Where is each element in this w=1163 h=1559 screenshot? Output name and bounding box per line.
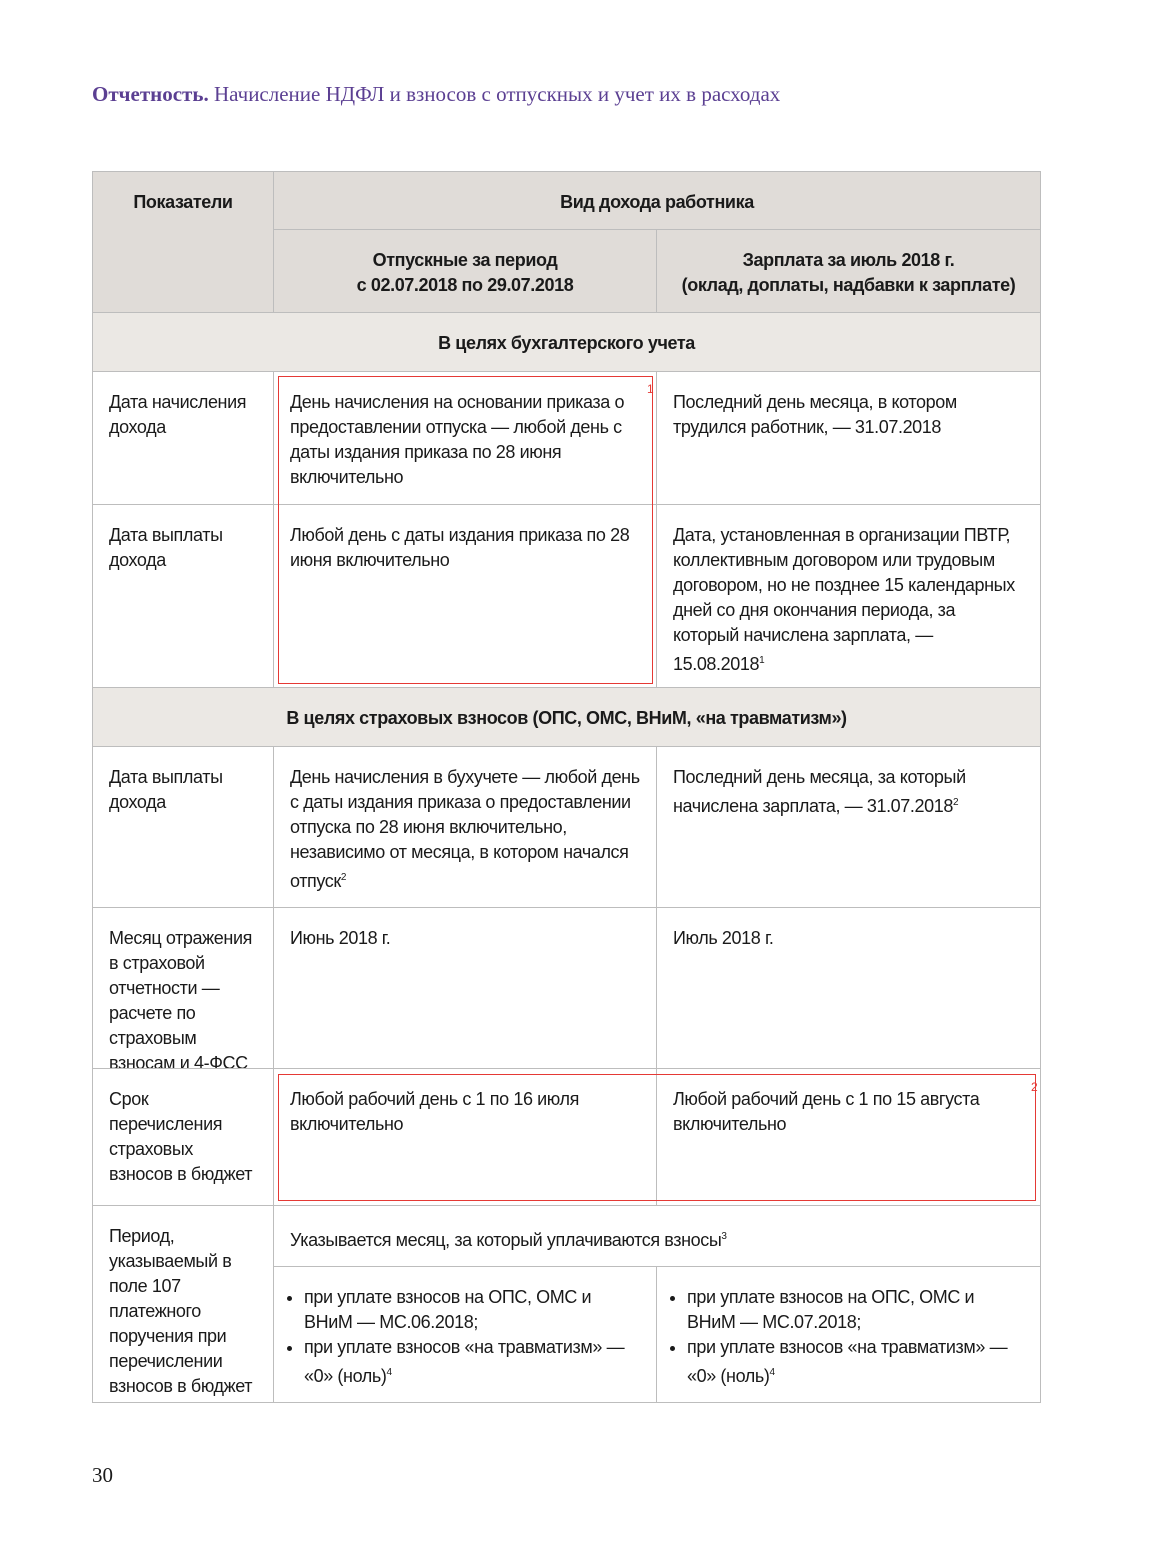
cell-text: Последний день месяца, за который начислена зарплата, — 31.07.2018 xyxy=(673,767,966,816)
item-text: при уплате взносов на ОПС, ОМС и ВНиМ — МС.07.2018; xyxy=(687,1287,975,1332)
row-label: Месяц отражения в страховой отчетности — расчете по страховым взносам и 4-ФСС xyxy=(92,907,274,1069)
header-vacation-line: Отпускные за период xyxy=(372,250,558,270)
annotation-box-1 xyxy=(278,376,653,684)
row-vacation xyxy=(273,1266,657,1403)
row-salary xyxy=(656,746,1041,908)
header-title: Начисление НДФЛ и взносов с отпускных и учет их в расходах xyxy=(213,82,781,106)
row-salary: Последний день месяца, в котором трудился работник, — 31.07.2018 xyxy=(656,371,1041,505)
footnote-ref: 4 xyxy=(769,1367,775,1378)
row-vacation: Июнь 2018 г. xyxy=(273,907,657,1069)
list-item xyxy=(304,1285,640,1335)
annotation-box-2 xyxy=(278,1074,1036,1201)
row-label: Срок перечисления страховых взносов в бюджет xyxy=(92,1068,274,1206)
list-item xyxy=(687,1335,1024,1389)
annotation-label-1: 1 xyxy=(647,382,654,396)
item-text: при уплате взносов «на травматизм» — «0» (ноль) xyxy=(304,1337,625,1386)
footnote-ref: 4 xyxy=(386,1367,392,1378)
list-item xyxy=(687,1285,1024,1335)
page-header xyxy=(92,82,780,107)
cell-text: Указывается месяц, за который уплачиваются взносы xyxy=(290,1230,722,1250)
row-salary xyxy=(656,504,1041,688)
footnote-ref: 1 xyxy=(759,655,765,666)
item-text: при уплате взносов на ОПС, ОМС и ВНиМ — МС.06.2018; xyxy=(304,1287,592,1332)
row-label: Период, указываемый в поле 107 платежного поручения при перечислении взносов в бюджет xyxy=(92,1205,274,1403)
row-label: Дата начисления дохода xyxy=(92,371,274,505)
item-text: при уплате взносов «на травматизм» — «0» (ноль) xyxy=(687,1337,1008,1386)
row-label: Дата выплаты дохода xyxy=(92,504,274,688)
section-insurance: В целях страховых взносов (ОПС, ОМС, ВНиМ, «на травматизм») xyxy=(92,687,1041,747)
row-vacation xyxy=(273,746,657,908)
header-income-type: Вид дохода работника xyxy=(273,171,1041,230)
row-salary xyxy=(656,1266,1041,1403)
header-section: Отчетность. xyxy=(92,82,209,106)
cell-text: День начисления в бухучете — любой день с даты издания приказа о предоставлении отпуска по 28 июня включительно, независимо от месяца, в котором начался отпуск xyxy=(290,767,640,891)
row-vacation: День начисления на основании приказа о предоставлении отпуска — любой день с даты издания приказа по 28 июня включительно xyxy=(273,371,657,505)
row-salary: Июль 2018 г. xyxy=(656,907,1041,1069)
header-salary xyxy=(656,229,1041,313)
page-number: 30 xyxy=(92,1463,113,1487)
header-vacation-line: с 02.07.2018 по 29.07.2018 xyxy=(356,275,574,295)
row-label: Дата выплаты дохода xyxy=(92,746,274,908)
footnote-ref: 2 xyxy=(952,797,959,808)
list-item xyxy=(304,1335,640,1389)
cell-text: Дата, установленная в организации ПВТР, коллективным договором или трудовым договором, но не позднее 15 календарных дней со дня окончания периода, за который начислена зарплата, — 15.08.2018 xyxy=(673,525,1015,674)
footnote-ref: 2 xyxy=(340,872,347,883)
row-common xyxy=(273,1205,1041,1267)
header-salary-line: Зарплата за июль 2018 г. xyxy=(742,250,955,270)
header-salary-line: (оклад, доплаты, надбавки к зарплате) xyxy=(681,275,1016,295)
row-vacation: Любой рабочий день с 1 по 16 июля включительно xyxy=(273,1068,657,1206)
row-salary: Любой рабочий день с 1 по 15 августа включительно xyxy=(656,1068,1041,1206)
annotation-label-2: 2 xyxy=(1031,1080,1038,1094)
section-accounting: В целях бухгалтерского учета xyxy=(92,312,1041,372)
header-indicators: Показатели xyxy=(92,171,274,313)
header-vacation xyxy=(273,229,657,313)
row-vacation: Любой день с даты издания приказа по 28 июня включительно xyxy=(273,504,657,688)
footnote-ref: 3 xyxy=(721,1231,727,1242)
